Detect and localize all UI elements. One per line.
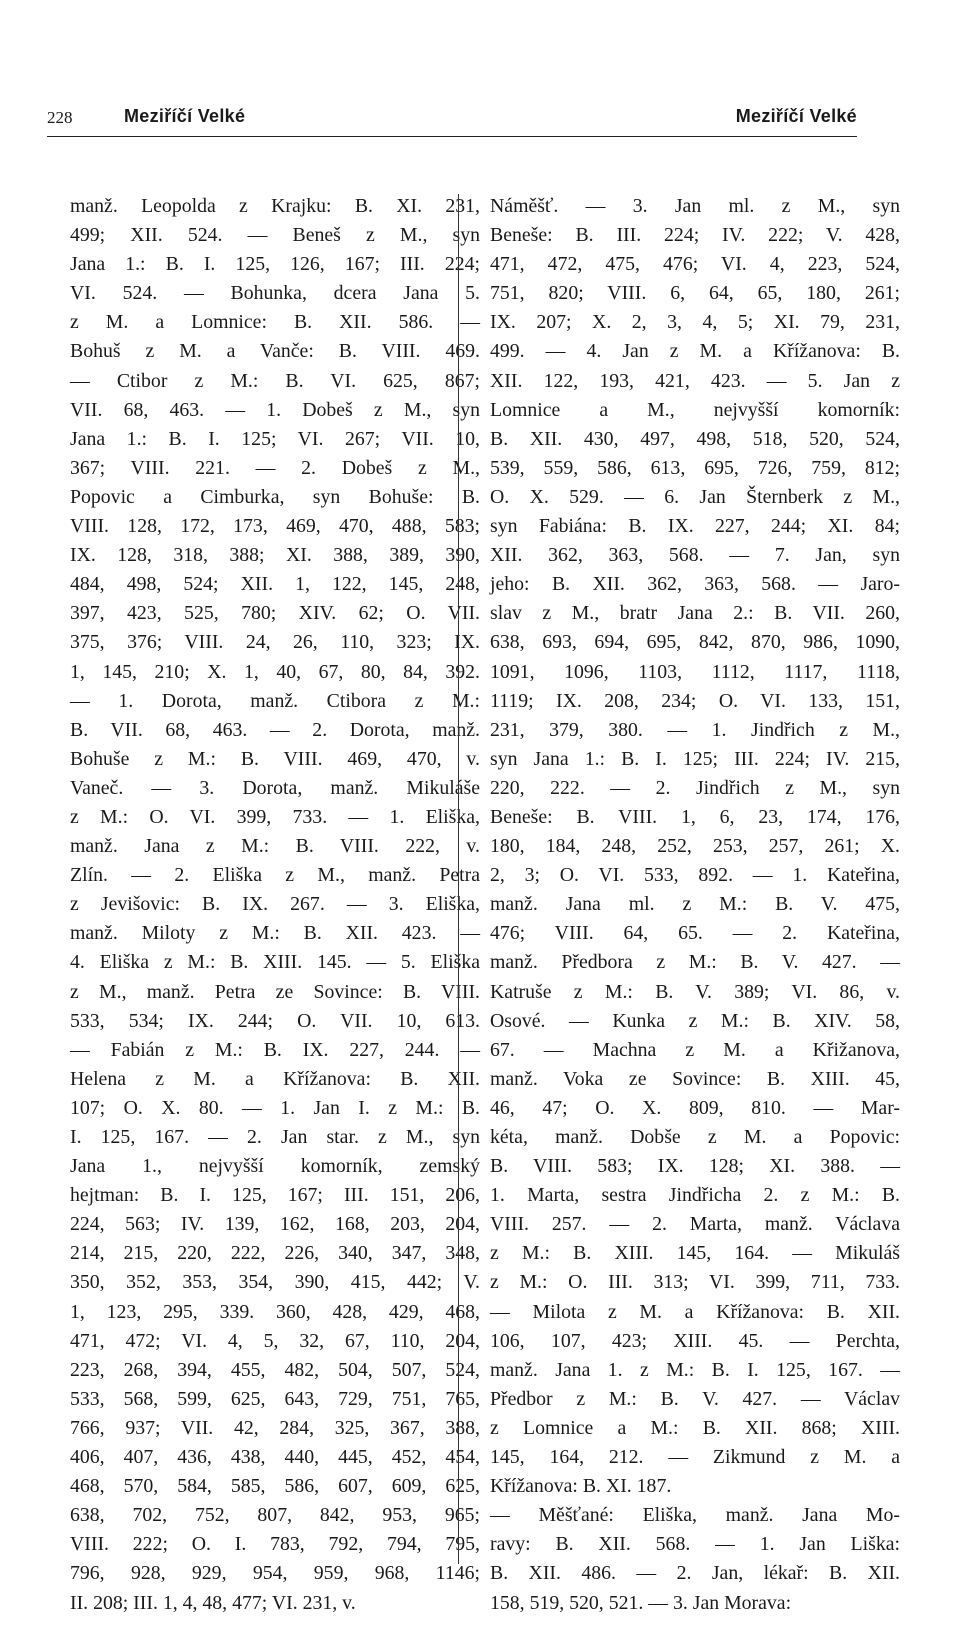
text-line: VIII. 257. — 2. Marta, manž. Václava	[490, 1213, 900, 1236]
text-line: 2, 3; O. VI. 533, 892. — 1. Kateřina,	[490, 864, 900, 887]
text-line: z M.: O. VI. 399, 733. — 1. Eliška,	[70, 805, 480, 828]
text-line: Bohuše z M.: B. VIII. 469, 470, v.	[70, 747, 480, 770]
text-line: 46, 47; O. X. 809, 810. — Mar-	[490, 1096, 900, 1119]
text-line: VIII. 128, 172, 173, 469, 470, 488, 583;	[70, 515, 480, 538]
text-line: 1091, 1096, 1103, 1112, 1117, 1118,	[490, 660, 900, 683]
text-line: z Jevišovic: B. IX. 267. — 3. Eliška,	[70, 893, 480, 916]
text-line: Katruše z M.: B. V. 389; VI. 86, v.	[490, 980, 900, 1003]
text-line: 223, 268, 394, 455, 482, 504, 507, 524,	[70, 1358, 480, 1381]
text-line: z M. a Lomnice: B. XII. 586. —	[70, 311, 480, 334]
text-line: 471, 472; VI. 4, 5, 32, 67, 110, 204,	[70, 1329, 480, 1352]
text-line: 766, 937; VII. 42, 284, 325, 367, 388,	[70, 1416, 480, 1439]
text-line: — Milota z M. a Křížanova: B. XII.	[490, 1300, 900, 1323]
running-title-left: Meziříčí Velké	[124, 106, 246, 126]
text-line: — Ctibor z M.: B. VI. 625, 867;	[70, 369, 480, 392]
text-line: O. X. 529. — 6. Jan Šternberk z M.,	[490, 485, 900, 508]
text-line: 107; O. X. 80. — 1. Jan I. z M.: B.	[70, 1096, 480, 1119]
text-line: z M.: O. III. 313; VI. 399, 711, 733.	[490, 1271, 900, 1294]
text-line: 499. — 4. Jan z M. a Křížanova: B.	[490, 340, 900, 363]
text-line: z Lomnice a M.: B. XII. 868; XIII.	[490, 1416, 900, 1439]
text-line: — Fabián z M.: B. IX. 227, 244. —	[70, 1038, 480, 1061]
text-line: II. 208; III. 1, 4, 48, 477; VI. 231, v.	[70, 1591, 356, 1614]
text-line: I. 125, 167. — 2. Jan star. z M., syn	[70, 1126, 480, 1148]
text-line: 533, 534; IX. 244; O. VII. 10, 613.	[70, 1009, 480, 1032]
text-line: 350, 352, 353, 354, 390, 415, 442; V.	[70, 1271, 480, 1294]
text-line: 106, 107, 423; XIII. 45. — Perchta,	[490, 1329, 900, 1352]
text-line: z M.: B. XIII. 145, 164. — Mikuláš	[490, 1242, 900, 1265]
text-line: 4. Eliška z M.: B. XIII. 145. — 5. Eliška	[70, 951, 480, 974]
text-line: B. VII. 68, 463. — 2. Dorota, manž.	[70, 718, 480, 741]
text-line: 476; VIII. 64, 65. — 2. Kateřina,	[490, 922, 900, 945]
text-line: IX. 207; X. 2, 3, 4, 5; XI. 79, 231,	[490, 311, 900, 334]
running-title-right: Meziříčí Velké	[735, 106, 857, 126]
text-line: Osové. — Kunka z M.: B. XIV. 58,	[490, 1009, 900, 1032]
text-line: Jana 1.: B. I. 125, 126, 167; III. 224;	[70, 253, 480, 276]
text-line: 1, 145, 210; X. 1, 40, 67, 80, 84, 392.	[70, 660, 480, 683]
text-line: 406, 407, 436, 438, 440, 445, 452, 454,	[70, 1446, 480, 1469]
text-line: Předbor z M.: B. V. 427. — Václav	[490, 1387, 900, 1410]
text-line: XII. 362, 363, 568. — 7. Jan, syn	[490, 544, 900, 567]
text-line: 375, 376; VIII. 24, 26, 110, 323; IX.	[70, 631, 480, 654]
text-line: manž. Jana ml. z M.: B. V. 475,	[490, 893, 900, 916]
text-line: 158, 519, 520, 521. — 3. Jan Morava:	[490, 1591, 792, 1614]
text-line: 1, 123, 295, 339. 360, 428, 429, 468,	[70, 1300, 480, 1323]
text-line: 638, 693, 694, 695, 842, 870, 986, 1090,	[490, 631, 900, 654]
text-line: 367; VIII. 221. — 2. Dobeš z M.,	[70, 456, 480, 479]
text-line: Lomnice a M., nejvyšší komorník:	[490, 398, 900, 421]
text-line: 1. Marta, sestra Jindřicha 2. z M.: B.	[490, 1184, 900, 1207]
text-line: Jana 1., nejvyšší komorník, zemský	[70, 1155, 480, 1178]
text-line: 499; XII. 524. — Beneš z M., syn	[70, 224, 480, 247]
text-line: 533, 568, 599, 625, 643, 729, 751, 765,	[70, 1387, 480, 1410]
text-line: manž. Jana 1. z M.: B. I. 125, 167. —	[490, 1358, 900, 1381]
text-line: manž. Leopolda z Krajku: B. XI. 231,	[70, 195, 480, 217]
text-line: jeho: B. XII. 362, 363, 568. — Jaro-	[490, 573, 900, 596]
text-line: ravy: B. XII. 568. — 1. Jan Liška:	[490, 1533, 900, 1556]
text-line: Beneše: B. III. 224; IV. 222; V. 428,	[490, 224, 900, 247]
text-line: XII. 122, 193, 421, 423. — 5. Jan z	[490, 369, 900, 392]
text-line: Jana 1.: B. I. 125; VI. 267; VII. 10,	[70, 427, 480, 450]
text-line: Křížanova: B. XI. 187.	[490, 1475, 672, 1498]
text-line: slav z M., bratr Jana 2.: B. VII. 260,	[490, 602, 900, 625]
left-text-column	[70, 192, 480, 1618]
text-line: 751, 820; VIII. 6, 64, 65, 180, 261;	[490, 282, 900, 305]
text-line: VI. 524. — Bohunka, dcera Jana 5.	[70, 282, 480, 305]
text-line: Beneše: B. VIII. 1, 6, 23, 174, 176,	[490, 805, 900, 828]
text-line: Náměšť. — 3. Jan ml. z M., syn	[490, 195, 900, 217]
text-line: 67. — Machna z M. a Křižanova,	[490, 1038, 900, 1061]
page-number: 228	[47, 108, 73, 127]
text-line: Zlín. — 2. Eliška z M., manž. Petra	[70, 864, 480, 887]
column-divider	[458, 194, 459, 1564]
text-line: manž. Předbora z M.: B. V. 427. —	[490, 951, 900, 974]
text-line: B. XII. 486. — 2. Jan, lékař: B. XII.	[490, 1562, 900, 1585]
text-line: — 1. Dorota, manž. Ctibora z M.:	[70, 689, 480, 712]
text-line: Popovic a Cimburka, syn Bohuše: B.	[70, 485, 480, 508]
text-line: 796, 928, 929, 954, 959, 968, 1146;	[70, 1562, 480, 1585]
text-line: 471, 472, 475, 476; VI. 4, 223, 524,	[490, 253, 900, 276]
text-line: 484, 498, 524; XII. 1, 122, 145, 248,	[70, 573, 480, 596]
text-line: manž. Miloty z M.: B. XII. 423. —	[70, 922, 480, 945]
text-line: 539, 559, 586, 613, 695, 726, 759, 812;	[490, 456, 900, 479]
right-text-column	[490, 192, 900, 1618]
text-line: hejtman: B. I. 125, 167; III. 151, 206,	[70, 1184, 480, 1207]
text-line: Helena z M. a Křížanova: B. XII.	[70, 1067, 480, 1090]
text-line: z M., manž. Petra ze Sovince: B. VIII.	[70, 980, 480, 1003]
text-line: 145, 164, 212. — Zikmund z M. a	[490, 1446, 900, 1469]
text-line: syn Fabiána: B. IX. 227, 244; XI. 84;	[490, 515, 900, 538]
text-line: manž. Jana z M.: B. VIII. 222, v.	[70, 835, 480, 858]
text-line: 214, 215, 220, 222, 226, 340, 347, 348,	[70, 1242, 480, 1265]
text-line: 468, 570, 584, 585, 586, 607, 609, 625,	[70, 1475, 480, 1498]
text-line: IX. 128, 318, 388; XI. 388, 389, 390,	[70, 544, 480, 567]
text-line: syn Jana 1.: B. I. 125; III. 224; IV. 215,	[490, 747, 900, 770]
text-line: 220, 222. — 2. Jindřich z M., syn	[490, 776, 900, 799]
text-line: — Měšťané: Eliška, manž. Jana Mo-	[490, 1504, 900, 1527]
text-line: Vaneč. — 3. Dorota, manž. Mikuláše	[70, 776, 480, 799]
text-line: 1119; IX. 208, 234; O. VI. 133, 151,	[490, 689, 900, 712]
text-line: VIII. 222; O. I. 783, 792, 794, 795,	[70, 1533, 480, 1556]
text-line: 638, 702, 752, 807, 842, 953, 965;	[70, 1504, 480, 1527]
text-line: B. VIII. 583; IX. 128; XI. 388. —	[490, 1155, 900, 1178]
text-line: VII. 68, 463. — 1. Dobeš z M., syn	[70, 398, 480, 421]
text-line: 397, 423, 525, 780; XIV. 62; O. VII.	[70, 602, 480, 625]
text-line: B. XII. 430, 497, 498, 518, 520, 524,	[490, 427, 900, 450]
text-line: 180, 184, 248, 252, 253, 257, 261; X.	[490, 835, 900, 858]
text-line: 224, 563; IV. 139, 162, 168, 203, 204,	[70, 1213, 480, 1236]
text-line: kéta, manž. Dobše z M. a Popovic:	[490, 1126, 900, 1148]
page-header	[47, 104, 857, 140]
text-line: manž. Voka ze Sovince: B. XIII. 45,	[490, 1067, 900, 1090]
header-rule	[47, 136, 857, 137]
text-line: Bohuš z M. a Vanče: B. VIII. 469.	[70, 340, 480, 363]
text-line: 231, 379, 380. — 1. Jindřich z M.,	[490, 718, 900, 741]
